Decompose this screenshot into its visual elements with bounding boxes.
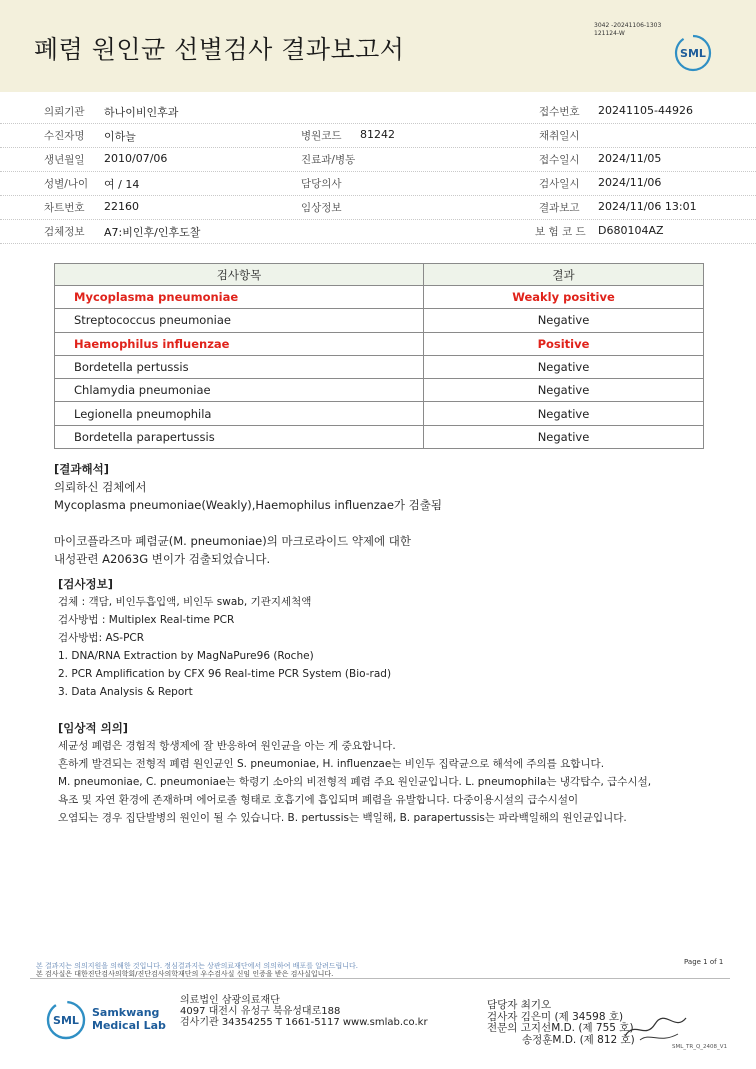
info-row: 생년월일 2010/07/06 진료과/병동 접수일시 2024/11/05 — [0, 148, 756, 172]
hospital-code-value: 81242 — [360, 128, 395, 141]
section-title: [임상적 의의] — [58, 721, 129, 735]
tested-value: 2024/11/06 — [598, 176, 662, 189]
test-item-cell: Mycoplasma pneumoniae — [55, 286, 424, 309]
reported-value: 2024/11/06 13:01 — [598, 200, 697, 213]
test-result-cell: Negative — [424, 309, 704, 332]
detected-summary: Mycoplasma pneumoniae(Weakly),Haemophilus influenzae가 검출됨 — [54, 498, 442, 512]
birth-value: 2010/07/06 — [104, 152, 168, 165]
test-result-cell: Positive — [424, 332, 704, 355]
results-table — [54, 263, 704, 449]
svg-text:SML: SML — [680, 47, 706, 60]
info-row: 차트번호 22160 임상정보 결과보고 2024/11/06 13:01 — [0, 196, 756, 220]
info-row: 의뢰기관 하나이비인후과 접수번호 20241105-44926 — [0, 100, 756, 124]
test-result-cell: Weakly positive — [424, 286, 704, 309]
test-result-cell: Negative — [424, 402, 704, 425]
test-item-cell: Legionella pneumophila — [55, 402, 424, 425]
info-row: 수진자명 이하늘 병원코드 81242 채취일시 — [0, 124, 756, 148]
insurance-code-value: D680104AZ — [598, 224, 664, 237]
test-result-cell: Negative — [424, 425, 704, 448]
test-info-section: [검사정보] 검체 : 객담, 비인두흡입액, 비인두 swab, 기관지세척액 검사방법 : Multiplex Real-time PCR 검사방법: AS-PCR 1. DNA/RNA Extraction by MagNaPure96 (Roche) 2. PCR Amplification by CFX 96 Real-time PCR System (Bio-rad) 3. Data Analysis & Report — [58, 577, 392, 698]
signature-mark — [620, 1010, 690, 1046]
sml-logo-icon — [672, 34, 714, 72]
footer-note: 본 결과지는 의의지원을 의해한 것입니다. 정심결과지는 상관의료재단에서 의의하여 배포를 알려드립니다. 본 검사실은 대한진단검사의학회/진단검사의학재단의 우수검사실 신임 인증을 받은 검사실입니다. — [36, 962, 359, 978]
test-result-cell: Negative — [424, 355, 704, 378]
receipt-no-value: 20241105-44926 — [598, 104, 693, 117]
clinical-significance-section: [임상적 의의] 세균성 폐렴은 경험적 항생제에 잘 반응하여 원인균을 아는 게 중요합니다. 흔하게 발견되는 전형적 폐렴 원인균인 S. pneumoniae, H. influenzae는 비인두 집락균으로 해석에 주의를 요합니다. M. pneumoniae, C. pneumoniae는 학령기 소아의 비전형적 폐렴 주요 원인균입니다. L. pneumophila는 냉각탑수, 급수시설, 욕조 및 자연 환경에 존재하며 에어로졸 형태로 호흡기에 흡입되며 폐렴을 유발합니다. 다중이용시설의 급수시설이 오염되는 경우 집단발병의 원인이 될 수 있습니다. B. pertussis는 백일해, B. parapertussis는 파라백일해의 원인균입니다. — [58, 721, 652, 824]
table-row — [55, 332, 704, 355]
page-number: Page 1 of 1 — [684, 958, 724, 966]
table-row — [55, 379, 704, 402]
report-title: 폐렴 원인균 선별검사 결과보고서 — [34, 35, 405, 64]
test-item-cell: Streptococcus pneumoniae — [55, 309, 424, 332]
sex-age-value: 여 / 14 — [104, 178, 140, 191]
table-row — [55, 355, 704, 378]
chart-no-value: 22160 — [104, 200, 139, 213]
sml-logo-icon — [44, 1000, 88, 1040]
patient-name-value: 이하늘 — [104, 130, 136, 143]
company-name: Samkwang Medical Lab — [92, 1006, 166, 1032]
test-item-cell: Haemophilus influenzae — [55, 332, 424, 355]
staff-info: 담당자 최기오 검사자 김은미 (제 34598 호) 전문의 고지선M.D. (제 755 호) 송정훈M.D. (제 812 호) — [487, 999, 635, 1046]
info-row: 검체정보 A7:비인후/인후도찰 보 험 코 드 D680104AZ — [0, 220, 756, 244]
form-code: SML_TR_Q_2408_V1 — [672, 1044, 728, 1050]
specimen-value: A7:비인후/인후도찰 — [104, 226, 201, 239]
col-header-result: 결과 — [424, 264, 704, 286]
table-row — [55, 286, 704, 309]
info-row: 성별/나이 여 / 14 담당의사 검사일시 2024/11/06 — [0, 172, 756, 196]
test-item-cell: Chlamydia pneumoniae — [55, 379, 424, 402]
col-header-item: 검사항목 — [55, 264, 424, 286]
footer-divider — [30, 978, 730, 979]
section-title: [검사정보] — [58, 577, 113, 591]
org-info: 의료법인 삼광의료재단 4097 대전시 유성구 북유성대로188 검사기관 34354255 T 1661-5117 www.smlab.co.kr — [180, 995, 428, 1028]
test-item-cell: Bordetella pertussis — [55, 355, 424, 378]
requester-value: 하나이비인후과 — [104, 106, 179, 119]
table-row — [55, 402, 704, 425]
test-result-cell: Negative — [424, 379, 704, 402]
section-title: [결과해석] — [54, 462, 109, 476]
svg-text:SML: SML — [53, 1014, 79, 1027]
test-item-cell: Bordetella parapertussis — [55, 425, 424, 448]
table-row — [55, 425, 704, 448]
received-value: 2024/11/05 — [598, 152, 662, 165]
document-code: 3042 -20241106-1303 121124-W — [594, 22, 662, 37]
table-row — [55, 309, 704, 332]
interpretation-section: [결과해석] 의뢰하신 검체에서 Mycoplasma pneumoniae(Weakly),Haemophilus influenzae가 검출됨 마이코플라즈마 폐렴균(M. pneumoniae)의 마크로라이드 약제에 대한 내성관련 A2063G 변이가 검출되었습니다. — [54, 462, 442, 566]
